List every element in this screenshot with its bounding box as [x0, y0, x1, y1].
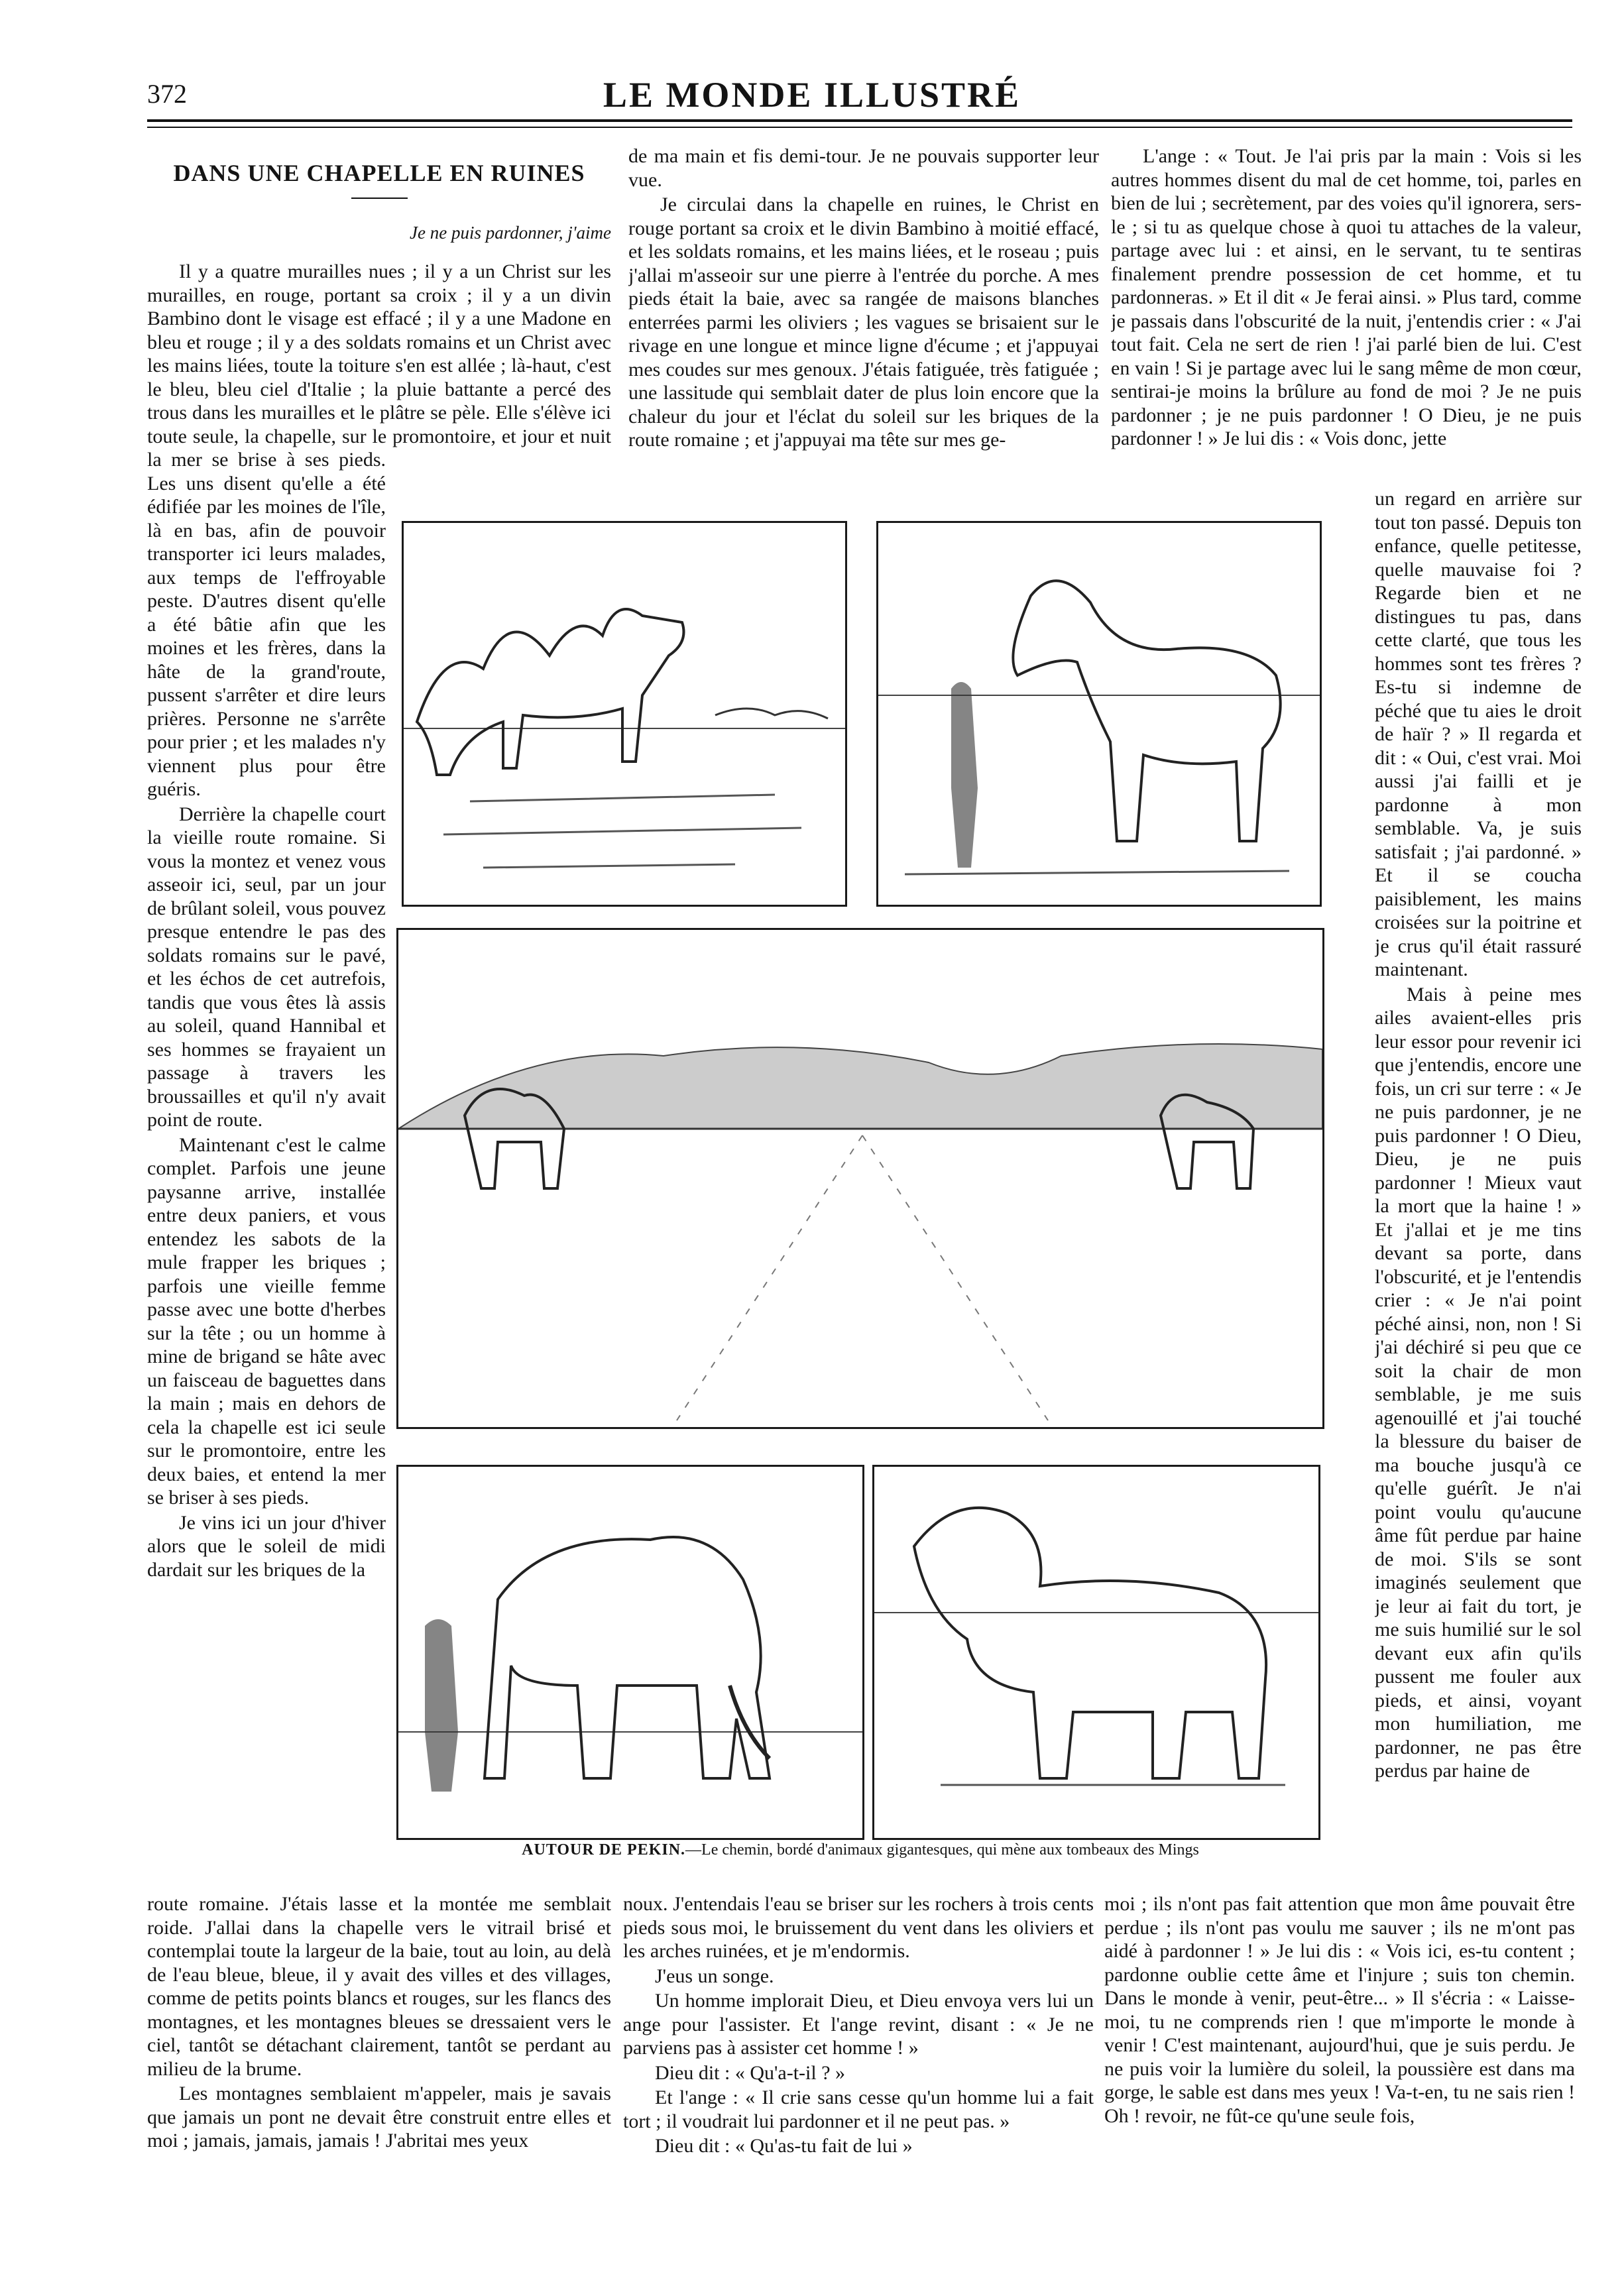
illustration-camel [402, 521, 847, 907]
column-3-top [1111, 144, 1582, 489]
page-number: 372 [147, 79, 187, 109]
paragraph: un regard en arrière sur tout ton passé. Depuis ton enfance, quelle petitesse, quelle mauvaise foi ? Regarde bien et ne distingues tu pas, dans cette clarté, que tous les hommes sont tes frères ? Es-tu si indemne de péché que tu aies le droit de haïr ? » Il regarda et dit : « Oui, c'est vrai. Moi aussi j'ai failli et je pardonne à mon semblable. Va, je suis satisfait ; j'ai pardonné. » Et il se coucha paisiblement, les mains croisées sur la poitrine et je crus qu'il était rassuré maintenant. [1375, 488, 1582, 980]
paragraph: Mais à peine mes ailes avaient-elles pris leur essor pour revenir ici que j'entendis, encore une fois, un cri sur terre : « Je ne puis pardonner, je ne puis pardonner ! O Dieu, Dieu, je ne puis pardonner ! Mieux vaut la mort que la haine ! » Et j'allai et je me tins devant sa porte, dans l'obscurité, et je l'entendis crier : « Je n'ai point péché ainsi, non, non ! Si j'ai déchiré si peu que ce soit la chair de mon semblable, je me suis agenouillé et j'ai touché la blessure du baiser de ma bouche jusqu'à ce qu'elle guérît. Je n'ai point voulu qu'aucune âme fût perdue par haine de moi. S'ils se sont imaginés seulement que je leur ai fait du tort, je me suis humilié sur le sol devant eux afin qu'ils pussent me fouler aux pieds, et ainsi, voyant mon humiliation, me pardonner, ne pas être perdus par haine de [1375, 983, 1582, 1782]
paragraph: noux. J'entendais l'eau se briser sur les rochers à trois cents pieds sous moi, le bruissement du vent dans les oliviers et les arches ruinées, et je m'endormis. [623, 1893, 1094, 1962]
paragraph: Un homme implorait Dieu, et Dieu envoya vers lui un ange pour l'assister. Et l'ange revint, disant : « Je ne parviens pas à assister cet homme ! » [623, 1990, 1094, 2059]
paragraph: Maintenant c'est le calme complet. Parfois une jeune paysanne arrive, installée entre deux paniers, et vous entendez les sabots de la mule frapper les briques ; parfois une vieille femme passe avec une botte d'herbes sur la tête ; ou un homme à mine de brigand se hâte avec un faisceau de baguettes dans la main ; mais en dehors de cela la chapelle est ici seule sur le promontoire, entre les deux baies, et entend la mer se briser à ses pieds. [147, 1133, 386, 1509]
article-title: DANS UNE CHAPELLE EN RUINES [173, 160, 585, 186]
paragraph: route romaine. J'étais lasse et la montée me semblait roide. J'allai dans la chapelle vers le vitrail brisé et contemplai toute la largeur de la baie, tout au loin, au delà de l'eau bleue, bleue, il y avait des villes et des villages, comme de petits points blancs et rouges, sur les flancs des montagnes, et les montagnes bleues se dressaient vers le ciel, tantôt se détachant clairement, tantôt se perdant au milieu de la brume. [147, 1893, 611, 2080]
column-2-bottom [623, 1892, 1094, 2171]
illustration-road-lions [396, 928, 1324, 1429]
title-rule [351, 198, 408, 199]
paragraph: moi ; ils n'ont pas fait attention que mon âme pouvait être perdue ; ils n'ont pas voulu me sauver ; ils ne m'ont pas aidé à pardonner ! » Je lui dis : « Vois ici, es-tu content ; pardonne oublie cette âme et l'injure ; suis ton chemin. Dans le monde à venir, peut-être... » Il s'écria : « Laisse-moi, tu ne comprends rien ! que m'importe le monde à venir ! C'est maintenant, aujourd'hui, que je suis perdu. Je ne puis voir la lumière du soleil, la poussière est dans ma gorge, le sable est dans mes yeux ! Va-t-en, tu ne sais rien ! Oh ! revoir, ne fût-ce qu'une seule fois, [1104, 1893, 1575, 2127]
header-rule-thin [147, 127, 1572, 128]
illustration-caption [402, 1841, 1319, 1859]
header-rule [147, 119, 1572, 122]
column-3-narrow [1375, 487, 1582, 1892]
paragraph: L'ange : « Tout. Je l'ai pris par la main : Vois si les autres hommes disent du mal de cet homme, toi, parles en bien de lui ; secrètement, par des voies qu'il ignorera, sers-le ; si tu as quelque chose à quoi tu attaches de la valeur, partage avec lui : et ainsi, en le servant, tu te sentiras finalement prendre possession de cet homme, et tu pardonneras. » Et il dit « Je ferai ainsi. » Plus tard, comme je passais dans l'obscurité de la nuit, j'entendis crier : « J'ai tout fait. Cela ne sert de rien ! j'ai parlé bien de lui. C'est en vain ! Si je partage avec lui le sang même de mon cœur, sentirai-je moins la brûlure au fond de moi ? Je ne puis pardonner ; je ne puis pardonner ! O Dieu, je ne puis pardonner ! » Je lui dis : « Vois donc, jette [1111, 145, 1582, 449]
paragraph: Je circulai dans la chapelle en ruines, le Christ en rouge portant sa croix et le divin Bambino à moitié effacé, et les soldats romains, et les mains liées, et le roseau ; puis j'allai m'asseoir sur une pierre à l'entrée du porche. A mes pieds était la baie, avec sa rangée de maisons blanches enterrées parmi les oliviers ; les vagues se brisaient sur le rivage en une longue et mince ligne d'écume ; et j'appuyai mes coudes sur mes genoux. J'étais fatiguée, très fatiguée ; une lassitude qui semblait dater de plus loin encore que la chaleur du jour et l'éclat du soleil sur les briques de la route romaine ; et j'appuyai ma tête sur mes ge- [628, 194, 1099, 451]
paragraph: J'eus un songe. [655, 1965, 774, 1987]
paragraph: Il y a quatre murailles nues ; il y a un Christ sur les murailles, en rouge, portant sa croix ; il y a un divin Bambino dont le visage est effacé ; il y a une Madone en bleu et rouge ; il y a des soldats romains et un Christ avec les mains liées, toute la toiture s'en est allée ; là-haut, c'est le bleu, bleu ciel d'Italie ; la pluie battante a percé des trous dans les murailles et le plâtre se pèle. Elle s'élève ici toute seule, la chapelle, sur le promontoire, et jour et nuit la mer se brise à ses pieds. Les uns disent qu'elle a été édifiée par les moines de l'île, là en bas, afin de pouvoir transporter ici leurs malades, aux temps de l'effroyable peste. D'autres disent qu'elle a été bâtie afin que les moines et les frères, dans la hâte de la grand'route, pussent s'arrêter et dire leurs prières. Personne ne s'arrête pour prier ; et les malades n'y viennent plus pour être guéris. [147, 260, 611, 800]
illustration-horse [876, 521, 1322, 907]
epigraph: Je ne puis pardonner, j'aime [410, 223, 611, 243]
paragraph: Dieu dit : « Qu'a-t-il ? » [655, 2061, 846, 2084]
paragraph: de ma main et fis demi-tour. Je ne pouvais supporter leur vue. [628, 145, 1099, 191]
paragraph: Derrière la chapelle court la vieille route romaine. Si vous la montez et venez vous asseoir ici, seul, par un jour de brûlant soleil, vous pouvez presque entendre le pas des soldats romains sur le pavé, et les échos de cet autrefois, tandis que vous êtes là assis au soleil, quand Hannibal et ses hommes se frayaient un passage à travers les broussailles et qu'il n'y avait point de route. [147, 803, 386, 1131]
caption-text: —Le chemin, bordé d'animaux gigantesques, qui mène aux tombeaux des Mings [685, 1841, 1199, 1859]
illustration-beast [872, 1465, 1320, 1840]
paragraph: Les montagnes semblaient m'appeler, mais je savais que jamais un pont ne devait être construit entre elles et moi ; jamais, jamais, jamais ! J'abritai mes yeux [147, 2083, 611, 2151]
journal-title: LE MONDE ILLUSTRÉ [603, 75, 1021, 115]
paragraph: Je vins ici un jour d'hiver alors que le soleil de midi dardait sur les briques de la [147, 1511, 386, 1581]
caption-lead: AUTOUR DE PEKIN. [522, 1841, 686, 1859]
paragraph: Et l'ange : « Il crie sans cesse qu'un homme lui a fait tort ; il voudrait lui pardonner et il ne peut pas. » [623, 2087, 1094, 2132]
paragraph: Dieu dit : « Qu'as-tu fait de lui » [655, 2135, 913, 2157]
illustration-elephant [396, 1465, 864, 1840]
column-2-top [628, 144, 1099, 489]
column-1-bottom [147, 1892, 611, 2171]
column-3-bottom [1104, 1892, 1575, 2171]
